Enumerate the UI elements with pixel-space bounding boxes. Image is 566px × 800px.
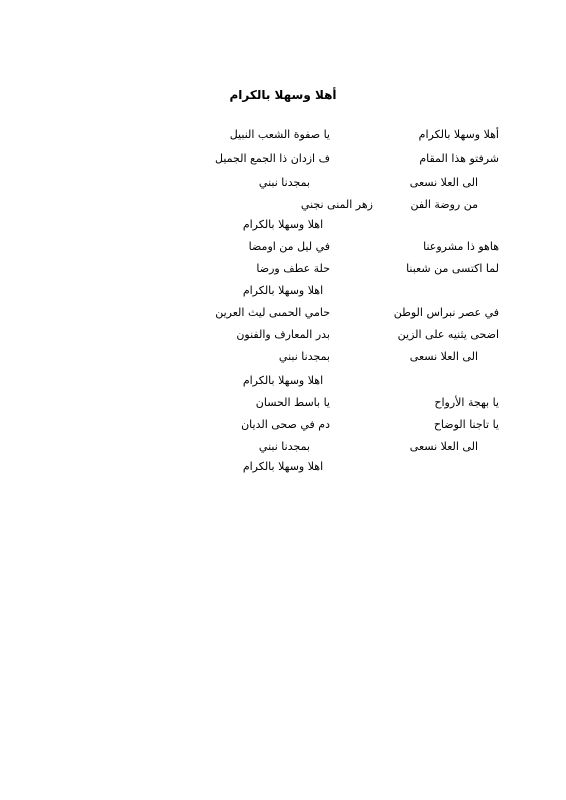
- refrain-line: اهلا وسهلا بالكرام: [242, 218, 324, 231]
- verse-second-half: حامي الحمىى ليث العرين: [215, 306, 330, 319]
- verse-line: [0, 346, 566, 368]
- verse-line: [0, 194, 566, 216]
- verse-second-half: بمجدنا نبني: [258, 176, 310, 189]
- verse-first-half: هاهو ذا مشروعنا: [423, 240, 499, 253]
- verse-first-half: أهلا وسهلا بالكرام: [418, 128, 499, 141]
- verse-first-half: اضحى يثنيه على الزين: [397, 328, 499, 341]
- verse-line: [0, 392, 566, 414]
- verse-line: [0, 236, 566, 258]
- verse-line: [0, 148, 566, 170]
- verse-line: [0, 258, 566, 280]
- verse-first-half: الى العلا نسعى: [409, 350, 478, 363]
- verse-first-half: لما اكتسى من شعبنا: [406, 262, 499, 275]
- verse-first-half: يا تاجنا الوضاح: [433, 418, 499, 431]
- verse-line: [0, 172, 566, 194]
- verse-line: [0, 436, 566, 458]
- verse-second-half: حلة عطف ورضا: [256, 262, 330, 275]
- verse-first-half: الى العلا نسعى: [409, 440, 478, 453]
- verse-second-half: يا صفوة الشعب النبيل: [229, 128, 330, 141]
- poem-title: أهلا وسهلا بالكرام: [229, 88, 337, 102]
- verse-first-half: من روضة الفن: [410, 198, 478, 211]
- verse-line: [0, 414, 566, 436]
- verse-second-half: زهر المنى نجني: [300, 198, 373, 211]
- verse-line: [0, 302, 566, 324]
- verse-first-half: الى العلا نسعى: [409, 176, 478, 189]
- verse-first-half: شرفتو هذا المقام: [419, 152, 499, 165]
- refrain-line: اهلا وسهلا بالكرام: [242, 284, 324, 297]
- verse-second-half: بمجدنا نبني: [258, 440, 310, 453]
- verse-second-half: بمجدنا نبني: [278, 350, 330, 363]
- refrain-line: اهلا وسهلا بالكرام: [242, 374, 324, 387]
- verse-second-half: دم في صحى الديان: [241, 418, 330, 431]
- verse-first-half: في عصر نبراس الوطن: [393, 306, 499, 319]
- verse-second-half: ف ازدان ذا الجمع الجميل: [215, 152, 330, 165]
- verse-second-half: يا باسط الحسان: [255, 396, 330, 409]
- refrain-line: اهلا وسهلا بالكرام: [242, 460, 324, 473]
- verse-first-half: يا بهجة الأرواح: [434, 396, 499, 409]
- verse-second-half: في ليل من اومضا: [248, 240, 330, 253]
- verse-line: [0, 124, 566, 146]
- verse-second-half: بدر المعارف والفنون: [236, 328, 330, 341]
- verse-line: [0, 324, 566, 346]
